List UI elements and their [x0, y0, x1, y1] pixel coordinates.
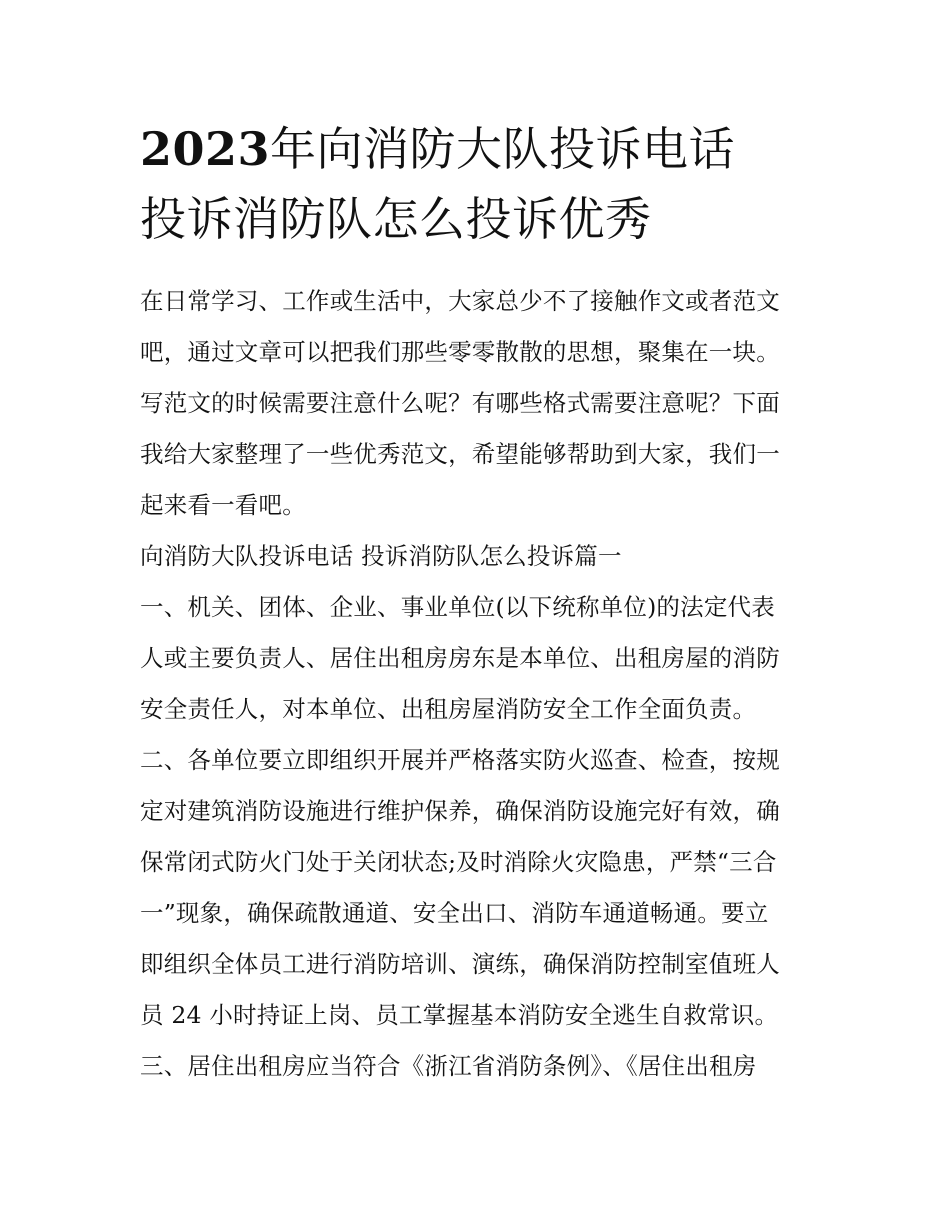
text-line: 员 24 小时持证上岗、员工掌握基本消防安全逃生自救常识。 — [140, 1001, 779, 1029]
text-line: 起来看一看吧。 — [140, 491, 306, 519]
document-body — [140, 276, 815, 1092]
text-line: 写范文的时候需要注意什么呢？有哪些格式需要注意呢？下面 — [140, 389, 780, 417]
text-line: 在日常学习、工作或生活中，大家总少不了接触作文或者范文 — [140, 287, 780, 315]
title-line-2: 投诉消防队怎么投诉优秀 — [140, 192, 652, 246]
text-line: 定对建筑消防设施进行维护保养，确保消防设施完好有效，确 — [140, 797, 780, 825]
text-line: 二、各单位要立即组织开展并严格落实防火巡查、检查，按规 — [140, 746, 780, 774]
text-line: 人或主要负责人、居住出租房房东是本单位、出租房屋的消防 — [140, 644, 780, 672]
section-heading — [140, 531, 815, 582]
text-line: 吧，通过文章可以把我们那些零零散散的思想，聚集在一块。 — [140, 338, 780, 366]
text-line: 一”现象，确保疏散通道、安全出口、消防车通道畅通。要立 — [140, 899, 769, 927]
title-year: 2023 — [140, 122, 271, 176]
title-line-1 — [140, 114, 820, 184]
paragraph-item-3 — [140, 1041, 815, 1092]
text-line: 即组织全体员工进行消防培训、演练，确保消防控制室值班人 — [140, 950, 780, 978]
text-line: 一、机关、团体、企业、事业单位(以下统称单位)的法定代表 — [140, 593, 775, 621]
text-line: 我给大家整理了一些优秀范文，希望能够帮助到大家，我们一 — [140, 440, 780, 468]
text-line: 三、居住出租房应当符合《浙江省消防条例》、《居住出租房 — [140, 1052, 757, 1080]
paragraph-item-2 — [140, 735, 815, 1041]
text-line: 安全责任人，对本单位、出租房屋消防安全工作全面负责。 — [140, 695, 757, 723]
document-title — [140, 114, 820, 254]
paragraph-item-1 — [140, 582, 815, 735]
text-line: 向消防大队投诉电话 投诉消防队怎么投诉篇一 — [140, 542, 622, 570]
intro-paragraph — [140, 276, 815, 531]
text-line: 保常闭式防火门处于关闭状态;及时消除火灾隐患，严禁“三合 — [140, 848, 777, 876]
title-line-1-text: 年向消防大队投诉电话 — [270, 122, 736, 176]
